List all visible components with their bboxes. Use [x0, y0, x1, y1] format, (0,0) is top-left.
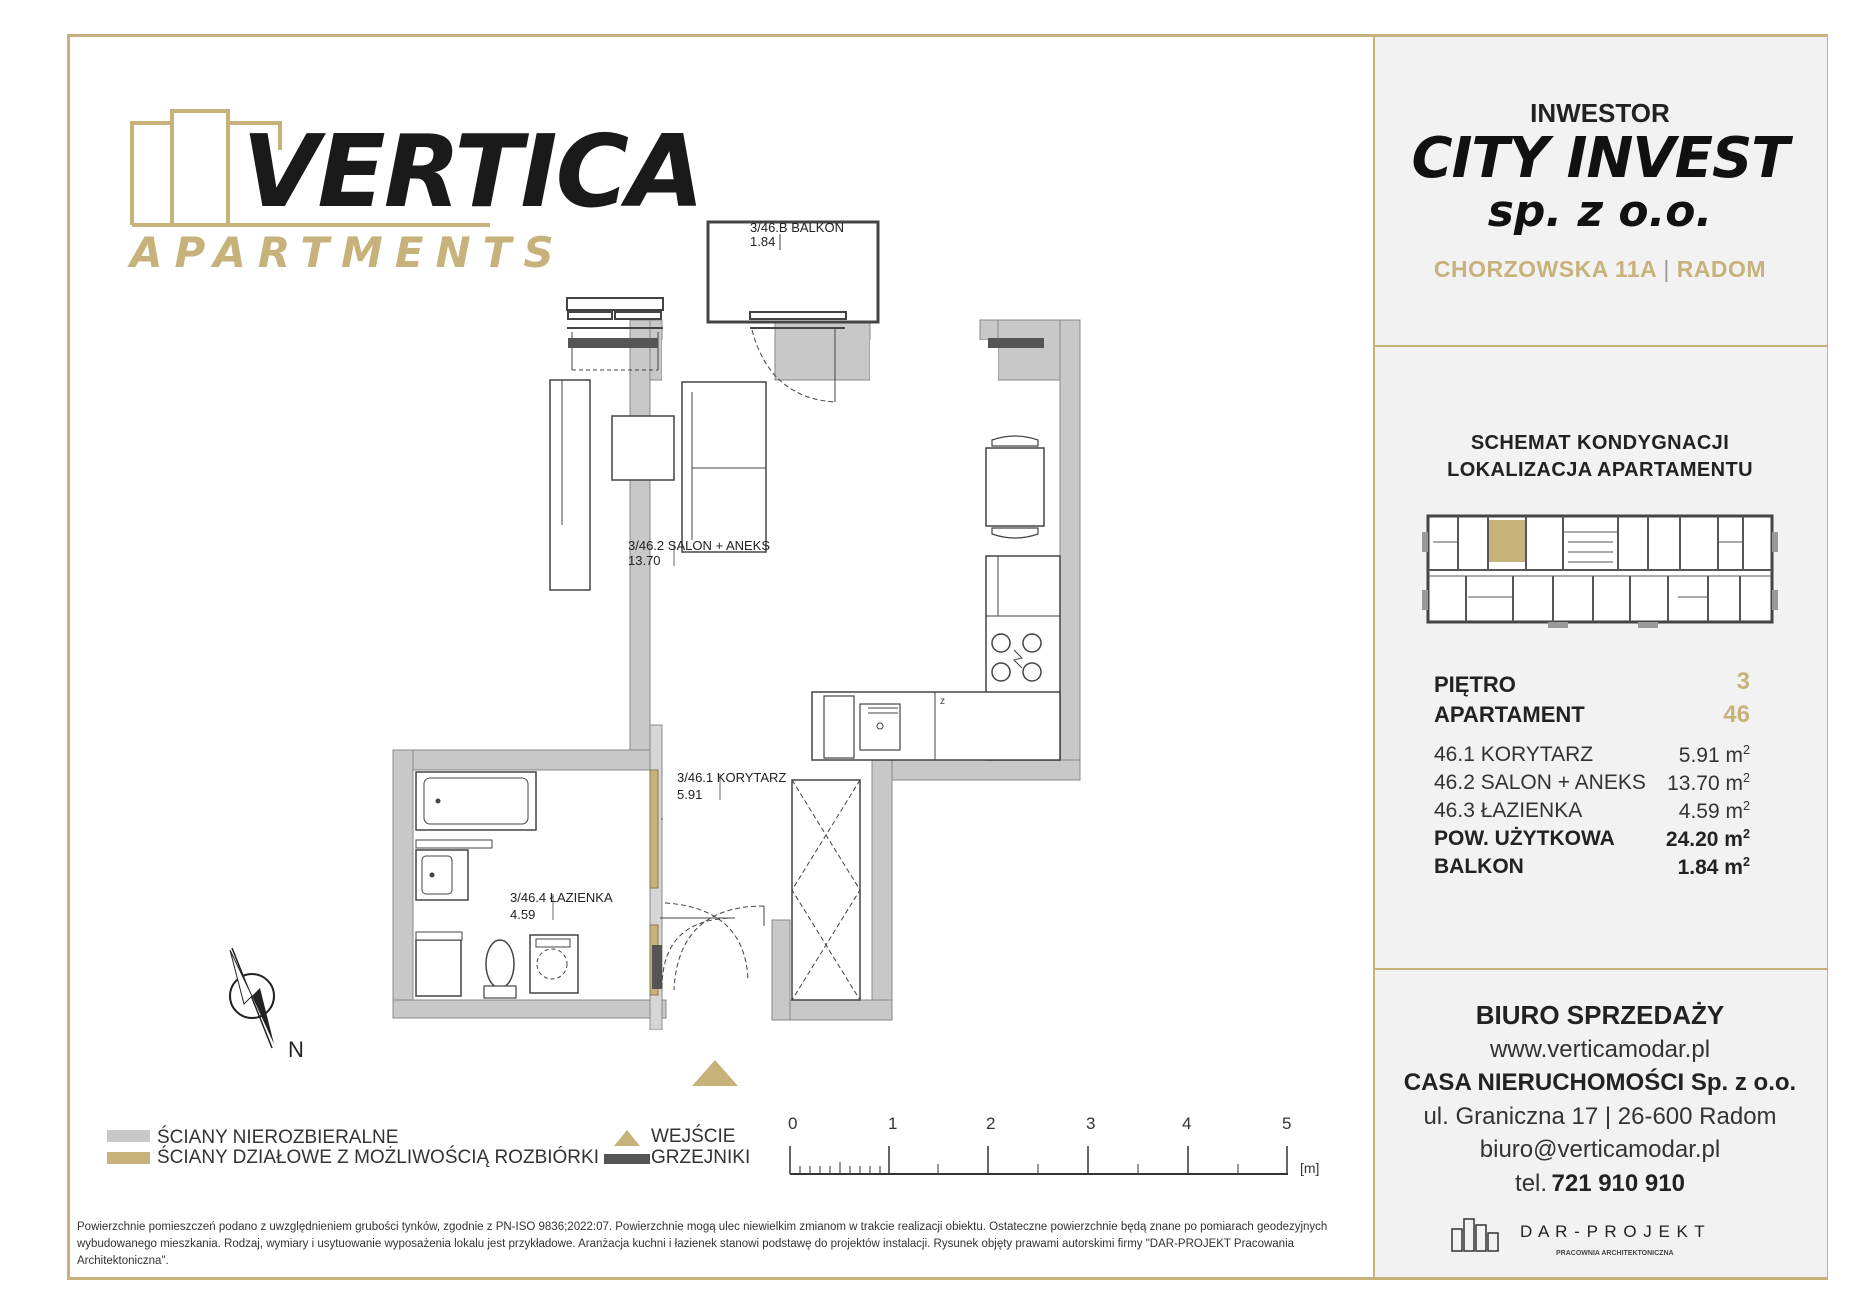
schema-subtitle: LOKALIZACJA APARTAMENTU — [1447, 459, 1753, 481]
corridor-wardrobe — [792, 780, 860, 1000]
radiator — [988, 338, 1044, 348]
room-area-korytarz: 5.91 — [677, 787, 703, 802]
room-row-area: 4.59 $m^2$ — [1678, 799, 1750, 823]
room-area-salon: 13.70 — [628, 553, 661, 568]
floor-schema-diagram — [1418, 512, 1782, 630]
investor-suffix: sp. z o.o. — [1487, 186, 1713, 237]
investor-label: INWESTOR — [1530, 98, 1670, 128]
logo-wordmark: VERTICA — [242, 113, 703, 230]
scale-tick-label: 1 — [888, 1114, 898, 1133]
apartment-floor-plan — [380, 220, 1100, 1030]
north-label: N — [288, 1037, 304, 1062]
scale-bar — [788, 1142, 1298, 1182]
scale-unit: [m] — [1300, 1160, 1320, 1176]
legend-entrance: WEJŚCIE — [651, 1126, 736, 1147]
address-separator: | — [1663, 256, 1670, 282]
schema-title: SCHEMAT KONDYGNACJI — [1470, 432, 1730, 454]
architect-subtitle: PRACOWNIA ARCHITEKTONICZNA — [1556, 1250, 1674, 1257]
address-city: RADOM — [1676, 256, 1767, 282]
address-street: CHORZOWSKA 11A — [1433, 256, 1657, 282]
room-label-salon: 3/46.2 SALON + ANEKS — [628, 538, 771, 553]
floor-value: 3 — [1736, 668, 1750, 695]
legend-swatch-removable-walls — [107, 1152, 150, 1164]
office-address: ul. Graniczna 17 | 26-600 Radom — [1423, 1103, 1777, 1130]
scale-tick-label: 2 — [986, 1114, 996, 1133]
apartment-value: 46 — [1723, 701, 1750, 728]
room-row-name: 46.3 ŁAZIENKA — [1434, 799, 1583, 822]
fridge — [824, 696, 854, 758]
room-row-name: 46.2 SALON + ANEKS — [1434, 771, 1646, 794]
scale-tick-label: 5 — [1282, 1114, 1292, 1133]
removable-wall — [650, 770, 658, 888]
entrance-marker-icon — [690, 1058, 740, 1088]
coffee-table — [612, 416, 674, 480]
panel-divider — [1373, 968, 1827, 970]
office-phone[interactable]: tel. 721 910 910 — [1515, 1170, 1685, 1197]
scale-tick-label: 4 — [1182, 1114, 1192, 1133]
balcony — [708, 222, 878, 322]
legend-entrance-icon — [612, 1128, 642, 1148]
logo-subtitle: APARTMENTS — [130, 228, 566, 277]
architect-name: D A R - P R O J E K T — [1520, 1222, 1706, 1241]
wardrobe — [550, 380, 590, 590]
room-area-lazienka: 4.59 — [510, 907, 536, 922]
scale-tick-label: 0 — [788, 1114, 798, 1133]
toilet — [486, 940, 514, 988]
office-website-link[interactable]: www.verticamodar.pl — [1489, 1036, 1711, 1063]
balcony-label: BALKON — [1434, 855, 1524, 878]
investor-name: CITY INVEST — [1411, 126, 1789, 191]
sales-office-title: BIURO SPRZEDAŻY — [1475, 1000, 1725, 1030]
legend-removable-walls: ŚCIANY DZIAŁOWE Z MOŻLIWOŚCIĄ ROZBIÓRKI — [157, 1147, 599, 1168]
panel-divider — [1373, 345, 1827, 347]
scale-tick-label: 3 — [1086, 1114, 1096, 1133]
total-area-label: POW. UŻYTKOWA — [1434, 827, 1615, 850]
kitchen-sink — [860, 704, 900, 750]
apartment-label: APARTAMENT — [1434, 702, 1585, 727]
radiator — [568, 338, 658, 348]
scale-labels — [780, 1114, 1320, 1138]
room-row-name: 46.1 KORYTARZ — [1434, 743, 1594, 766]
legend-fixed-walls: ŚCIANY NIEROZBIERALNE — [157, 1127, 399, 1148]
balcony-value: 1.84 $m^2$ — [1677, 855, 1750, 879]
room-area-balkon: 1.84 — [750, 234, 776, 249]
total-area-value: 24.20 $m^2$ — [1665, 827, 1750, 851]
legend-swatch-radiator — [604, 1154, 650, 1164]
floor-label: PIĘTRO — [1434, 672, 1516, 697]
disclaimer-note: Powierzchnie pomieszczeń podano z uwzględnieniem grubości tynków, zgodnie z PN-ISO 9836;2022:07. Powierzchnie mogą ulec niewielkim zmianom w trakcie realizacji obiektu. Ostateczne powierzchnie będą znane po pomiarach geodezyjnych wybudowanego mieszkania. Rodzaj, wymiary i usytuowanie wyposażenia lokalu jest przykładowe. Aranżacja kuchni i łazienek stanowi podstawę do projektów instalacji. Rysunek objęty prawami autorskimi firmy "DAR-PROJEKT Pracowania Architektoniczna". — [77, 1221, 1328, 1267]
office-email-link[interactable]: biuro@verticamodar.pl — [1479, 1136, 1721, 1163]
room-row-area: 13.70 $m^2$ — [1667, 771, 1750, 795]
room-label-lazienka: 3/46.4 ŁAZIENKA — [510, 890, 613, 905]
room-row-area: 5.91 $m^2$ — [1678, 743, 1750, 767]
north-arrow-icon — [222, 948, 292, 1068]
dar-projekt-logo-icon — [1448, 1215, 1508, 1255]
fridge-mark: z — [940, 696, 945, 707]
legend-swatch-fixed-walls — [107, 1130, 150, 1142]
investor-address — [1373, 256, 1827, 283]
legend-radiators: GRZEJNIKI — [651, 1147, 751, 1168]
radiator — [652, 945, 662, 989]
room-label-balkon: 3/46.B BALKON — [750, 220, 844, 235]
dining-table — [986, 448, 1044, 526]
room-label-korytarz: 3/46.1 KORYTARZ — [677, 770, 787, 785]
sofa — [682, 382, 766, 552]
office-company: CASA NIERUCHOMOŚCI Sp. z o.o. — [1403, 1069, 1797, 1096]
